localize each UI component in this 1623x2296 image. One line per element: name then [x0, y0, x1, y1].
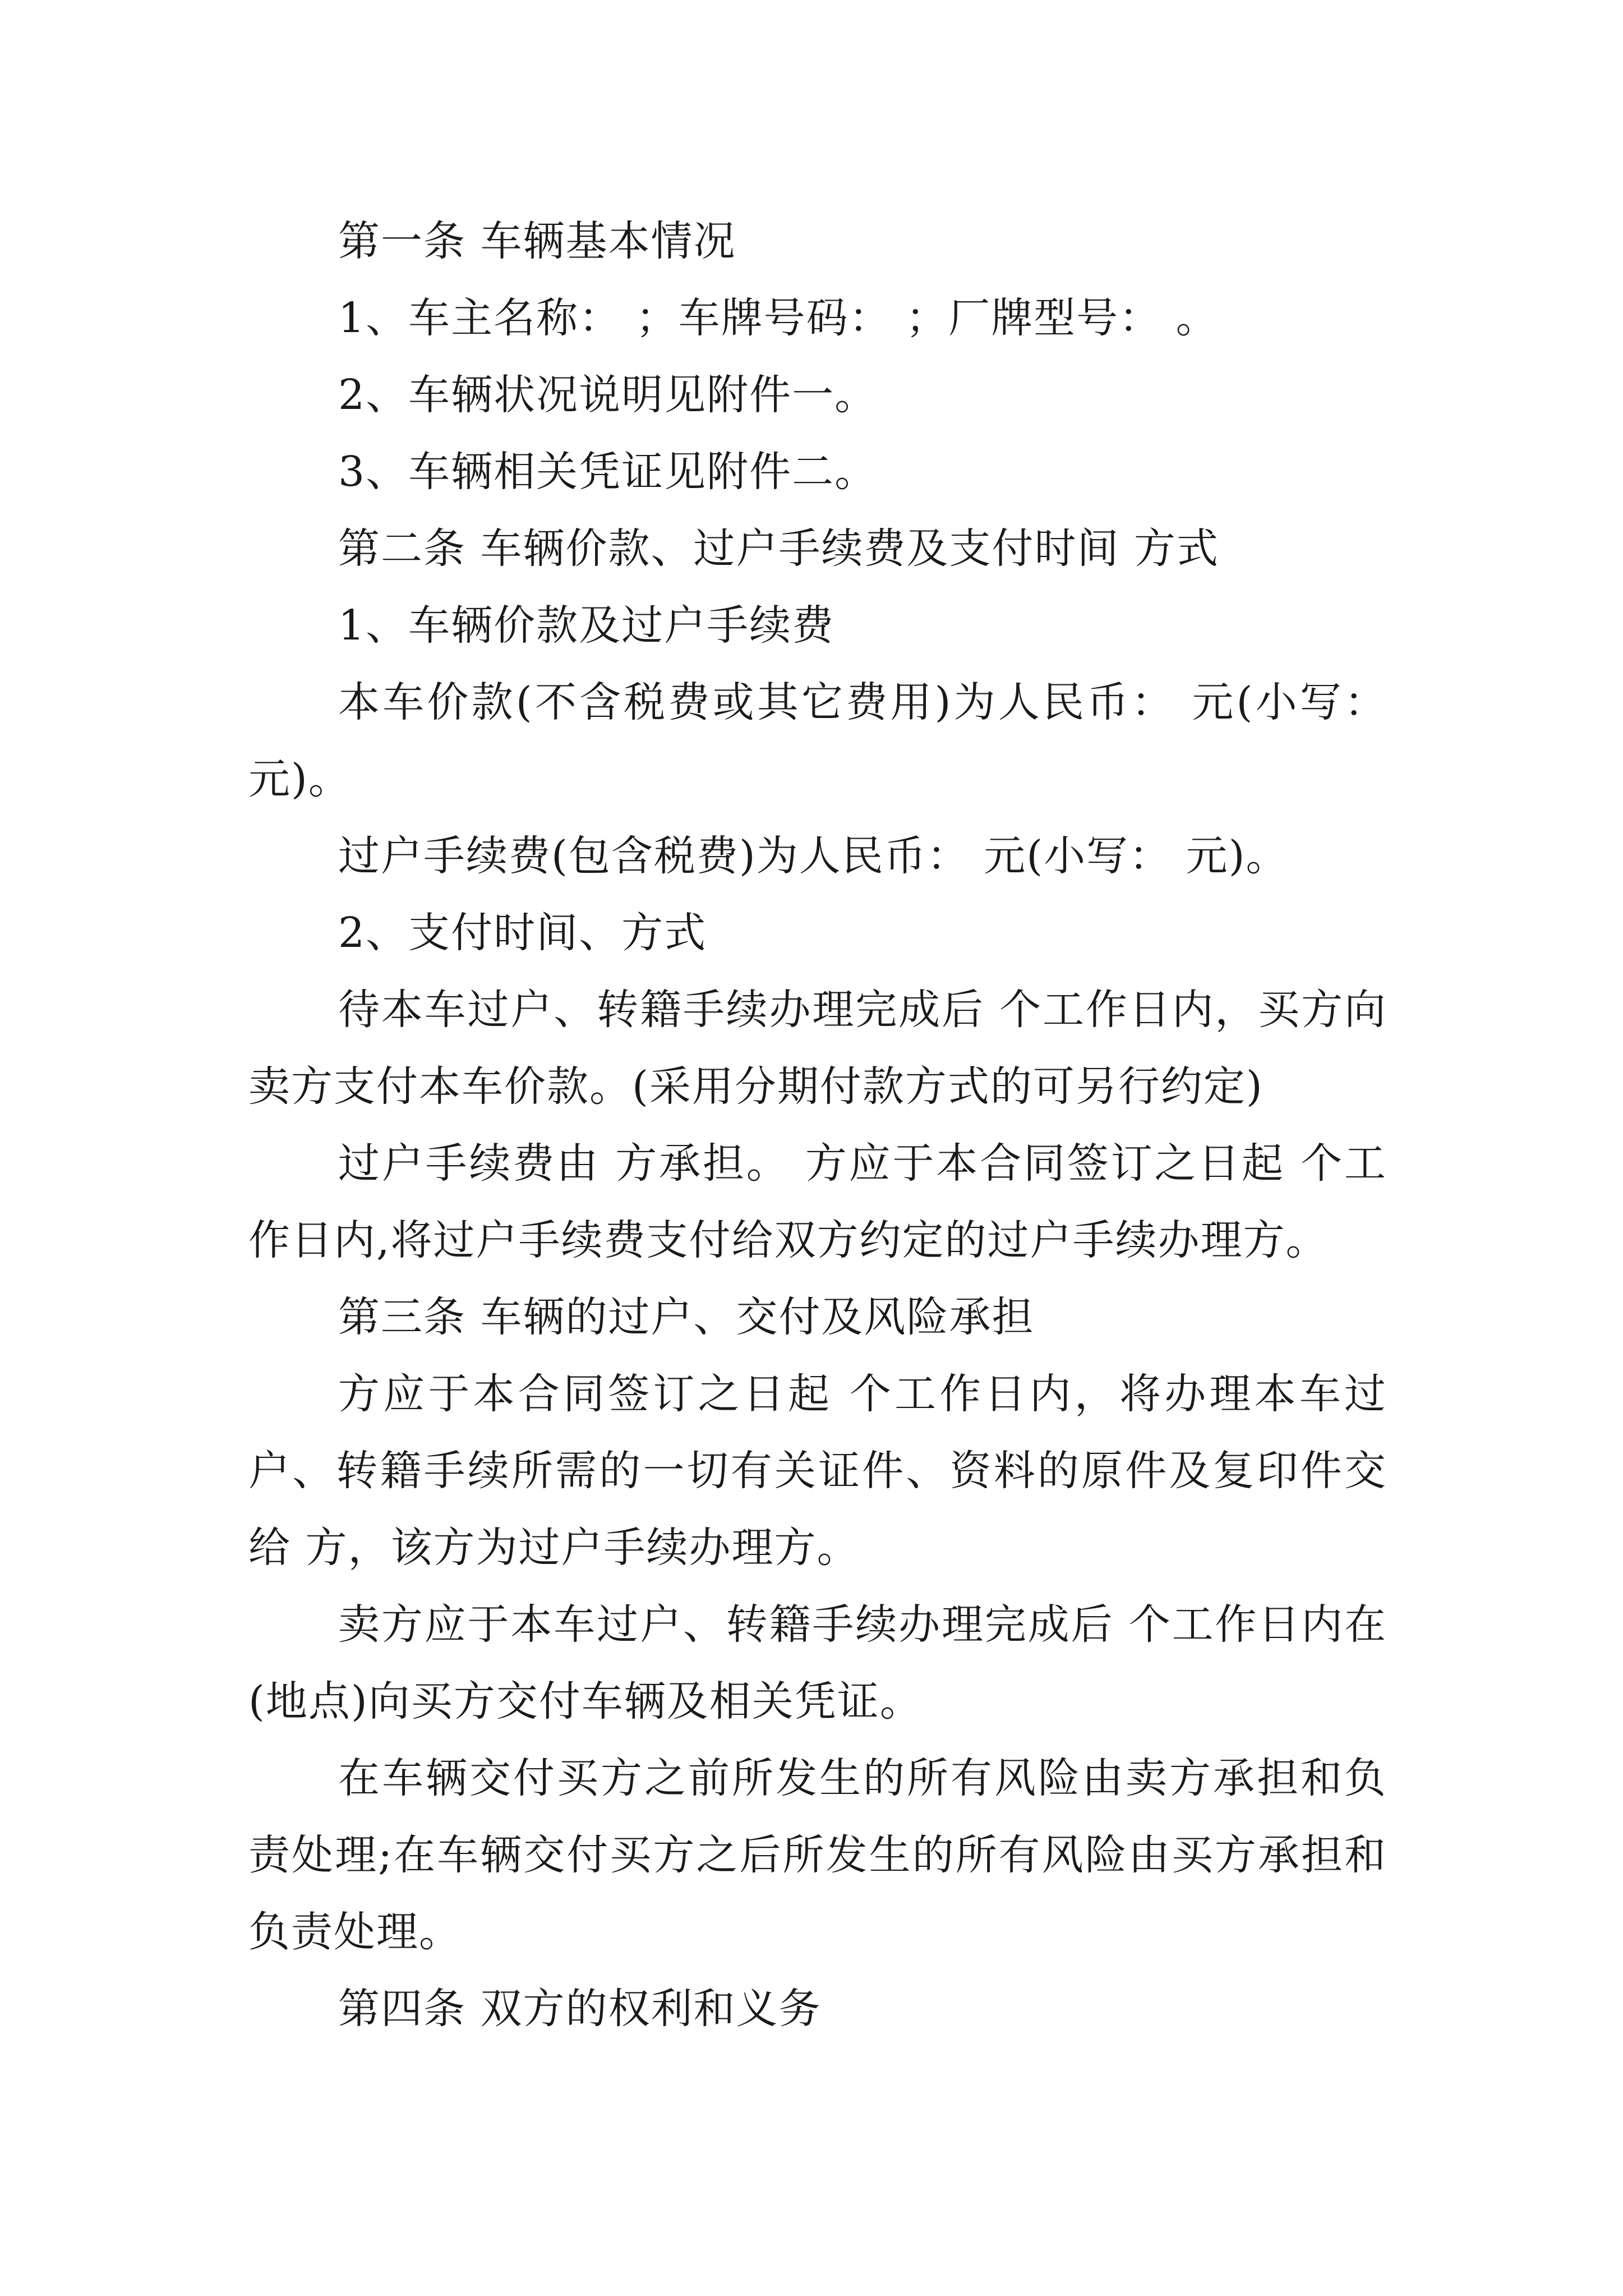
article-3-heading: 第三条 车辆的过户、交付及风险承担 — [338, 1293, 1035, 1341]
price-and-fee-subheading: 1、车辆价款及过户手续费 — [338, 601, 835, 650]
vehicle-owner-plate-model-line: 1、车主名称： ；车牌号码： ；厂牌型号： 。 — [338, 294, 1219, 342]
article-1-heading: 第一条 车辆基本情况 — [338, 217, 736, 265]
transfer-documents-paragraph: 方应于本合同签订之日起 个工作日内，将办理本车过户、转籍手续所需的一切有关证件、资料的原件及复印件交给 方，该方为过户手续办理方。 — [248, 1370, 1387, 1572]
vehicle-delivery-paragraph: 卖方应于本车过户、转籍手续办理完成后 个工作日内在 (地点)向买方交付车辆及相关凭证。 — [248, 1600, 1387, 1726]
vehicle-price-paragraph: 本车价款(不含税费或其它费用)为人民币： 元(小写：元)。 — [248, 678, 1387, 803]
article-2-heading: 第二条 车辆价款、过户手续费及支付时间 方式 — [338, 524, 1220, 573]
vehicle-documents-line: 3、车辆相关凭证见附件二。 — [338, 448, 878, 496]
risk-allocation-paragraph: 在车辆交付买方之前所发生的所有风险由卖方承担和负责处理;在车辆交付买方之后所发生的所有风险由买方承担和负责处理。 — [248, 1754, 1387, 1956]
payment-time-subheading: 2、支付时间、方式 — [338, 909, 707, 957]
payment-terms-paragraph: 待本车过户、转籍手续办理完成后 个工作日内，买方向卖方支付本车价款。(采用分期付款方式的可另行约定) — [248, 986, 1387, 1111]
document-body — [248, 203, 1387, 2047]
article-4-heading: 第四条 双方的权利和义务 — [338, 1985, 822, 2033]
vehicle-condition-line: 2、车辆状况说明见附件一。 — [338, 371, 878, 419]
transfer-fee-paragraph: 过户手续费(包含税费)为人民币： 元(小写： 元)。 — [338, 832, 1289, 880]
transfer-fee-payment-paragraph: 过户手续费由 方承担。 方应于本合同签订之日起 个工作日内,将过户手续费支付给双方约定的过户手续办理方。 — [248, 1139, 1387, 1264]
